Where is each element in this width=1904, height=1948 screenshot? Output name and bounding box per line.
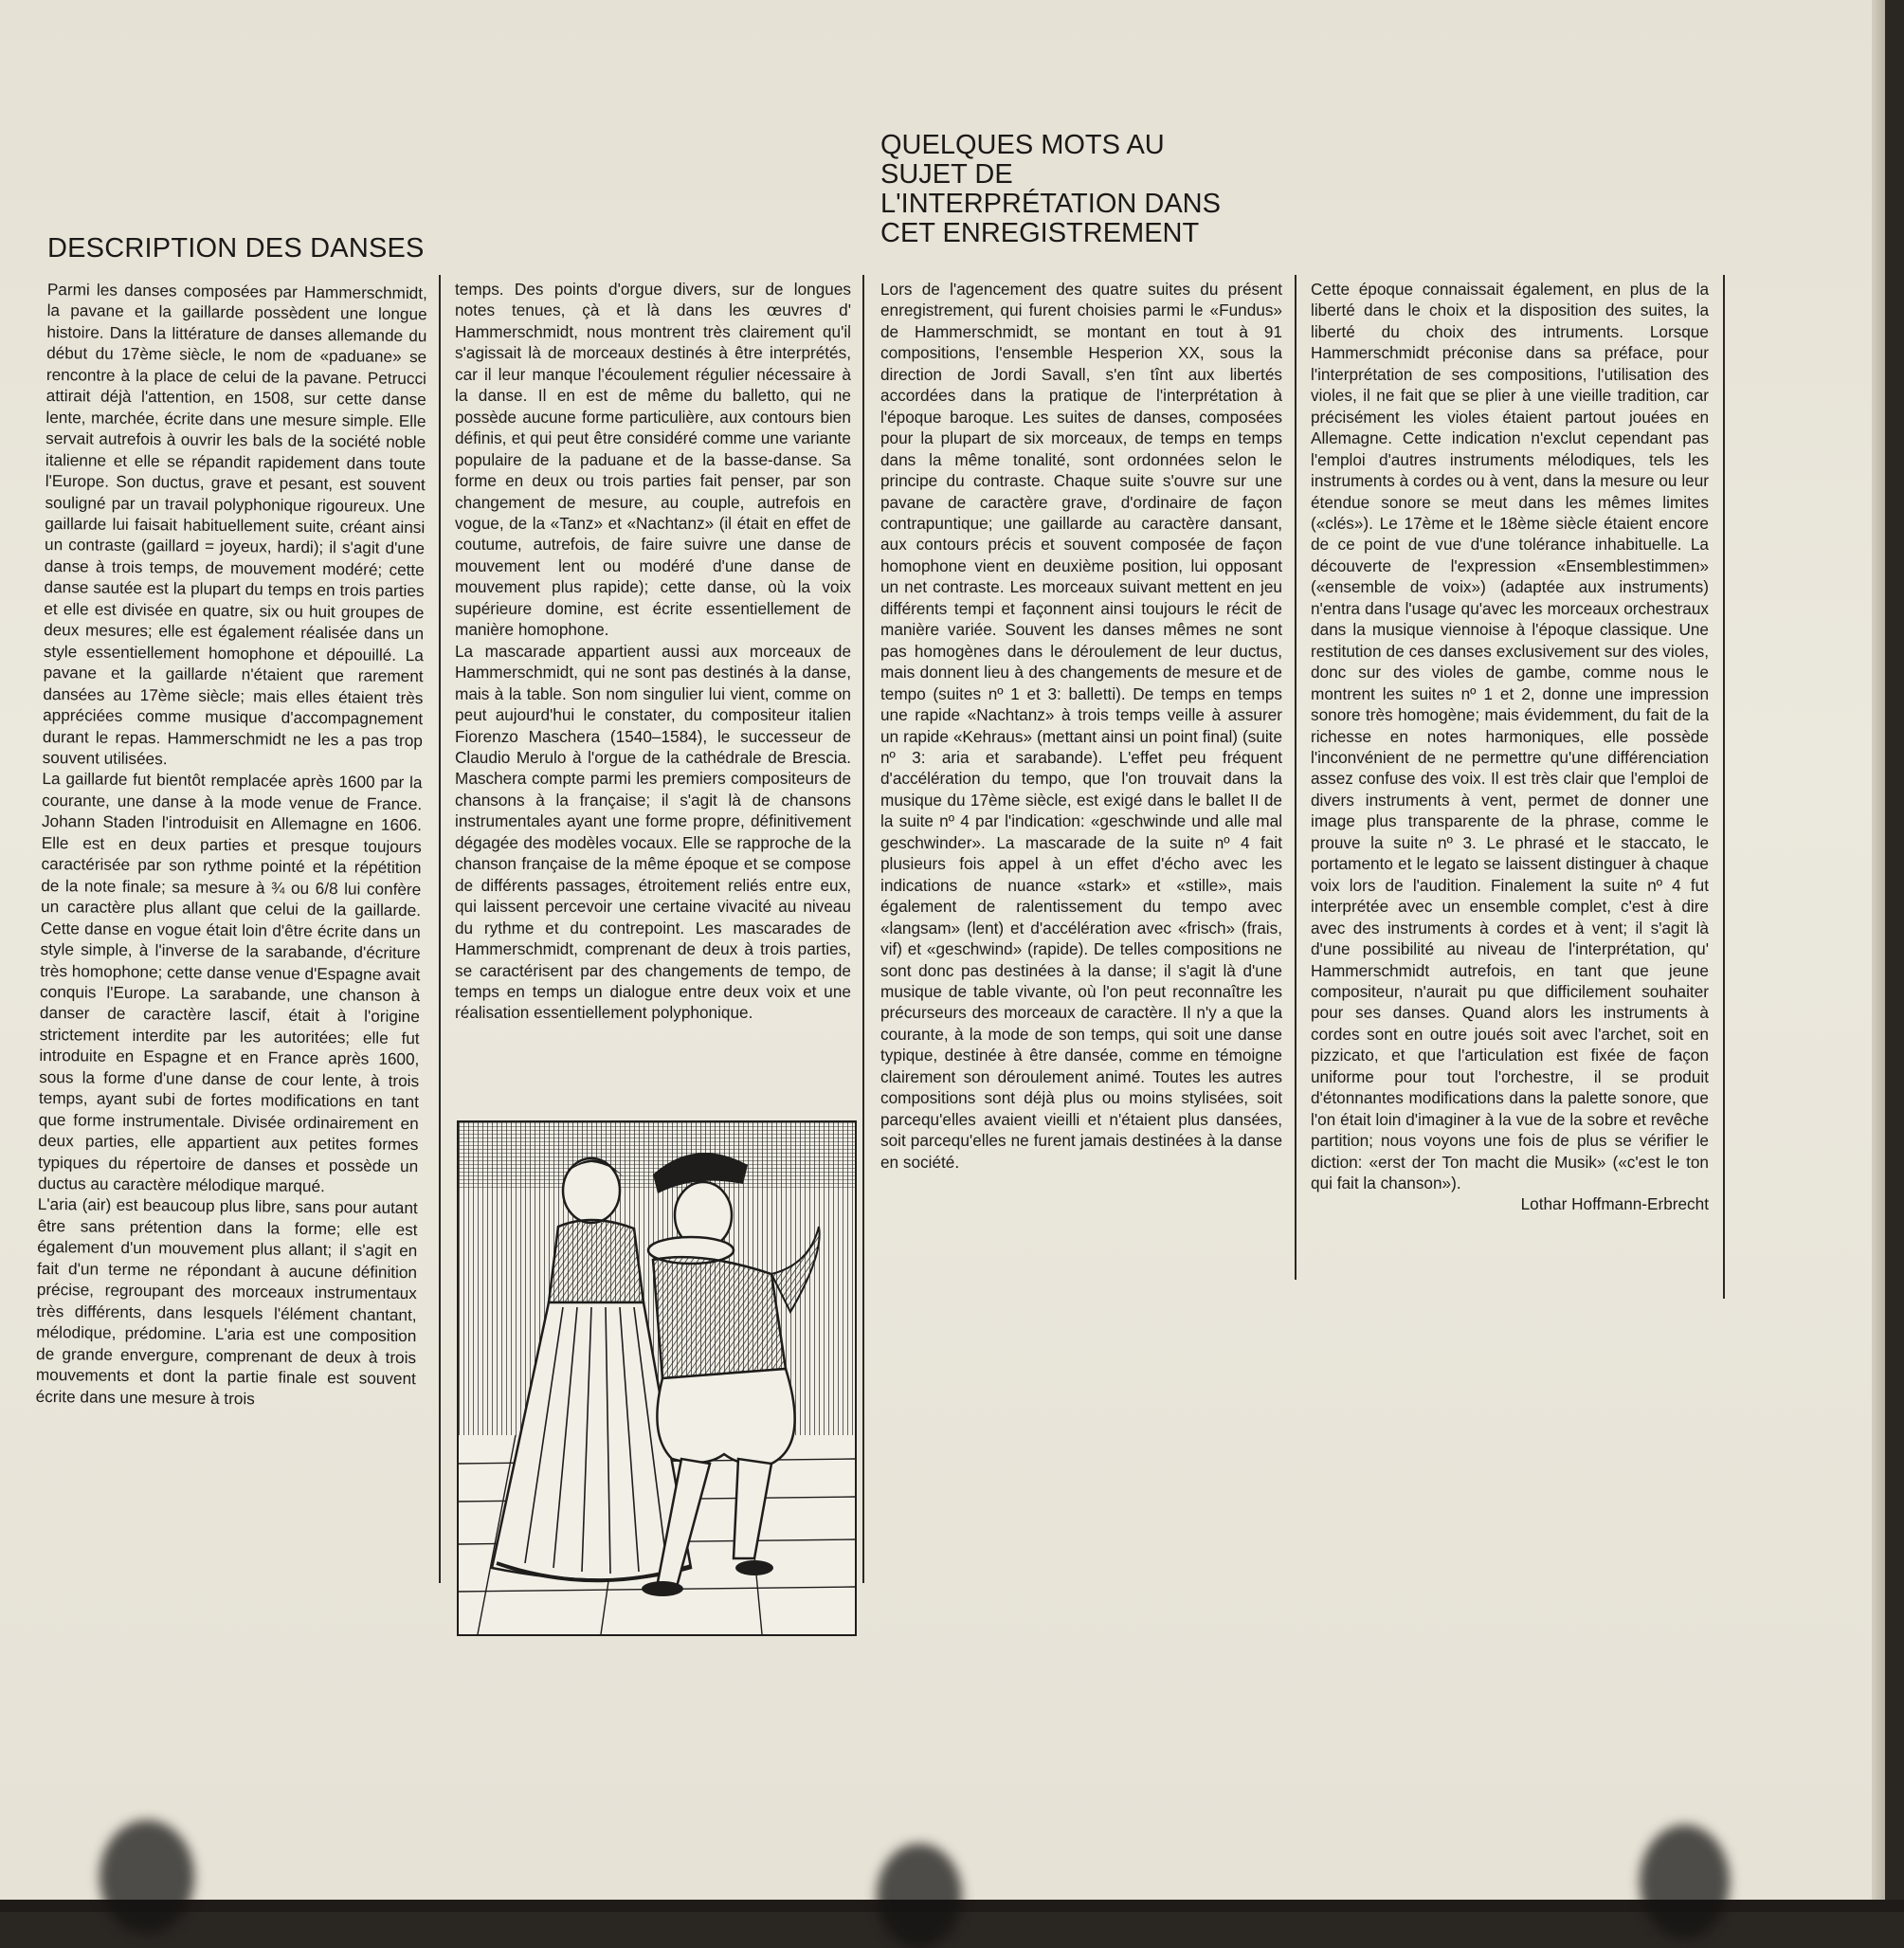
column-divider bbox=[1723, 275, 1725, 1299]
column-1-text bbox=[36, 279, 427, 1411]
dancing-couple-engraving bbox=[457, 1120, 857, 1636]
shadow-blob bbox=[877, 1844, 962, 1948]
heading-line: QUELQUES MOTS AU bbox=[880, 130, 1165, 160]
column-divider bbox=[439, 275, 441, 1583]
paragraph: Parmi les danses composées par Hammerschmidt, la pavane et la gaillarde possèdent une longue histoire. Dans la littérature de danses allemande du début du 17ème siècle, le nom de «paduane» se rencontre à la place de celui de la pavane. Petrucci attirait déjà l'attention, en 1508, sur cette danse lente, marchée, écrite dans une mesure simple. Elle servait autrefois à ouvrir les bals de la société noble italienne et elle se répandit rapidement dans toute l'Europe. Son ductus, grave et pesant, est souvent souligné par un travail polyphonique rigoureux. Une gaillarde lui faisait habituellement suite, créant ainsi un contraste (gaillard = joyeux, hardi); il s'agit d'une danse à trois temps, de mouvement modéré; cette danse sautée est la plupart du temps en trois parties et elle est divisée en quatre, six ou huit groupes de deux mesures; elle est également réalisée dans un style essentiellement homophone et dépouillé. La pavane et la gaillarde n'étaient que rarement dansées au 17ème siècle; mais elles étaient très appréciées comme musique d'accompagnement durant le repas. Hammerschmidt ne les a pas trop souvent utilisées. bbox=[42, 279, 427, 769]
shadow-blob bbox=[100, 1820, 194, 1934]
column-divider bbox=[1295, 275, 1297, 1280]
paragraph: L'aria (air) est beaucoup plus libre, sans pour autant être sans prétention dans la forme; elle est également d'un mouvement plus allant; il s'agit en fait d'un terme ne répondant à aucune définition précise, regroupant des morceaux instrumentaux très différents, dans lesquels l'élément chantant, mélodique, prédomine. L'aria est une composition de grande envergure, comprenant de deux à trois mouvements et dont la partie finale est souvent écrite dans une mesure à trois bbox=[35, 1194, 418, 1408]
column-4-text bbox=[1311, 279, 1709, 1215]
column-2-text bbox=[455, 279, 851, 1024]
heading-interpretation bbox=[880, 131, 1221, 248]
column-divider bbox=[862, 275, 864, 1583]
heading-line: CET ENREGISTREMENT bbox=[880, 218, 1200, 248]
paragraph: temps. Des points d'orgue divers, sur de longues notes tenues, çà et là dans les œuvres d' Hammerschmidt, nous montrent très clairement qu'il s'agissait là de morceaux destinés à être interprétés, car il leur manque l'écoulement régulier nécessaire à la danse. Il en est de même du balletto, qui ne possède aucune forme particulière, aux contours bien définis, et qui peut être considéré comme une variante populaire de la paduane et de la basse-danse. Sa forme en deux ou trois parties fait penser, par son changement de mesure, au couple, autrefois en vogue, de la «Tanz» et «Nachtanz» (il était en effet de coutume, autrefois, de faire suivre une danse de mouvement lent ou modéré d'une danse de mouvement plus rapide); cette danse, où la voix supérieure domine, est écrite essentiellement de manière homophone. bbox=[455, 280, 851, 640]
paragraph: Cette époque connaissait également, en plus de la liberté dans le choix et la disposition des suites, la liberté du choix des intruments. Lorsque Hammerschmidt préconise dans sa préface, pour l'interprétation de ses compositions, l'utilisation des violes, il ne fait que se plier à une vieille tradition, car précisément les violes étaient partout jouées en Allemagne. Cette indication n'exclut cependant pas l'emploi d'autres instruments mélodiques, tels les instruments à cordes ou à vent, dans la mesure ou leur étendue sonore se meut dans les mêmes limites («clés»). Le 17ème et le 18ème siècle étaient encore de ce point de vue d'une tolérance inhabituelle. La découverte de l'expression «Ensemblestimmen» («ensemble de voix») (adaptée aux instruments) n'entra dans l'usage qu'avec les morceaux orchestraux dans la musique viennoise à l'époque classique. Une restitution de ces danses exclusivement sur des violes, donc sur des violes de gambe, comme nous le montrent les suites nº 1 et 2, donne une impression sonore très homogène; mais évidemment, du fait de la richesse en notes harmoniques, elle possède l'inconvénient de ne permettre qu'une différenciation assez confuse des voix. Il est très clair que l'emploi de divers instruments à vent, permet de donner une image plus transparente de la phrase, comme le prouve la suite nº 3. Le phrasé et le staccato, le portamento et le legato se laissent distinguer à chaque voix lors de l'audition. Finalement la suite nº 4 fut interprétée avec un ensemble complet, c'est à dire avec des instruments à cordes et à vent; il s'agit là d'une possibilité au niveau de l'interprétation, qu' Hammerschmidt autrefois, en tant que jeune compositeur, n'aurait pu que difficilement souhaiter pour ses danses. Quand alors les instruments à cordes sont en outre joués soit avec l'archet, soit en pizzicato, et que l'articulation est fixée de façon uniforme pour tout l'orchestre, il se produit d'étonnantes modifications dans la palette sonore, que l'on était loin d'imaginer à la vue de la sobre et revêche partition; nous voyons une fois de plus se vérifier le diction: «erst der Ton macht die Musik» («c'est le ton qui fait la chanson»). bbox=[1311, 280, 1709, 1193]
paragraph: La gaillarde fut bientôt remplacée après 1600 par la courante, une danse à la mode venue de France. Johann Staden l'introduisit en Allemagne en 1606. Elle est en deux parties et presque toujours caractérisée par son rythme pointé et la répétition de la note finale; sa mesure à ¾ ou 6/8 lui confère un caractère plus allant que celui de la gaillarde. Cette danse en vogue était loin d'être écrite dans un style simple, à l'inverse de la sarabande, d'écriture très homophone; cette danse venue d'Espagne avait conquis l'Europe. La sarabande, une chanson à danser de caractère lascif, était à l'origine strictement interdite par les autoritées; elle fut introduite en Espagne et en France après 1600, sous la forme d'une danse de cour lente, à trois temps, ayant subi de fortes modifications en tant que forme instrumentale. Divisée ordinairement en deux parties, elle appartient aux petites formes typiques du répertoire de danses et possède un ductus au caractère mélodique marqué. bbox=[37, 769, 423, 1196]
engraving-image bbox=[459, 1122, 855, 1634]
shadow-blob bbox=[1640, 1825, 1730, 1939]
paragraph: Lors de l'agencement des quatre suites du présent enregistrement, qui furent choisies parmi le «Fundus» de Hammerschmidt, se montant en tout à 91 compositions, l'ensemble Hesperion XX, sous la direction de Jordi Savall, s'en tînt aux libertés accordées dans la pratique de l'interprétation à l'époque baroque. Les suites de danses, composées pour la plupart de six morceaux, de temps en temps dans la même tonalité, sont ordonnées selon le principe du contraste. Chaque suite s'ouvre sur une pavane de caractère grave, d'ordinaire de façon contrapuntique; une gaillarde au caractère dansant, aux contours précis et souvent composée de façon homophone vient en deuxième position, lui opposant un net contraste. Les morceaux suivant mettent en jeu différents tempi et façonnent ainsi toujours le récit de manière variée. Souvent les danses mêmes ne sont pas homogènes dans le déroulement de leur ductus, mais donnent lieu à des changements de mesure et de tempo (suites nº 1 et 3: balletti). De temps en temps une rapide «Nachtanz» à trois temps veille à assurer un rapide «Kehraus» (mettant ainsi un point final) (suite nº 3: aria et sarabande). L'effet peu fréquent d'accélération du tempo, que l'on trouvait dans la musique du 17ème siècle, est exigé dans le ballet II de la suite nº 4 par l'indication: «geschwinde und alle mal geschwinder». La mascarade de la suite nº 4 fait plusieurs fois appel à un effet d'écho avec les indications de nuance «stark» et «stille», mais également de ralentissement du tempo avec «langsam» (lent) et d'accélération avec «frisch» (frais, vif) et «geschwind» (rapide). De telles compositions ne sont donc pas destinées à la danse; il s'agit là d'une musique de table vivante, où l'on peut reconnaître les précurseurs des morceaux de caractère. Il n'y a que la courante, à la mode de son temps, qui soit une danse typique, destinée à être dansée, comme en témoigne clairement son déroulement animé. Toutes les autres compositions sont déjà plus ou moins stylisées, soit parcequ'elles avaient vieilli et n'étaient plus dansées, soit parcequ'elles ne furent jamais destinées à la danse en société. bbox=[880, 280, 1282, 1172]
heading-line: L'INTERPRÉTATION DANS bbox=[880, 189, 1221, 219]
column-3-text bbox=[880, 279, 1282, 1173]
author-signature: Lothar Hoffmann-Erbrecht bbox=[1520, 1194, 1709, 1214]
heading-description-des-danses: DESCRIPTION DES DANSES bbox=[47, 233, 425, 264]
sleeve-fold-edge bbox=[1872, 0, 1885, 1900]
heading-line: SUJET DE bbox=[880, 159, 1013, 190]
paragraph: La mascarade appartient aussi aux morceaux de Hammerschmidt, qui ne sont pas destinés à la danse, mais à la table. Son nom singulier lui vient, comme on peut aujourd'hui le constater, du compositeur italien Fiorenzo Maschera (1540–1584), le successeur de Claudio Merulo à l'orgue de la cathédrale de Brescia. Maschera compte parmi les premiers compositeurs de chansons à la française; il s'agit là de chansons instrumentales ayant une forme propre, définitivement dégagée des modèles vocaux. Elle se rapproche de la chanson française de la même époque et se compose de différents passages, étroitement reliés entre eux, qui laissent percevoir une certaine vivacité au niveau du rythme et du contrepoint. Les mascarades de Hammerschmidt, comprenant de deux à trois parties, se caractérisent par des changements de tempo, de temps en temps un dialogue entre deux voix et une réalisation essentiellement polyphonique. bbox=[455, 641, 851, 1023]
